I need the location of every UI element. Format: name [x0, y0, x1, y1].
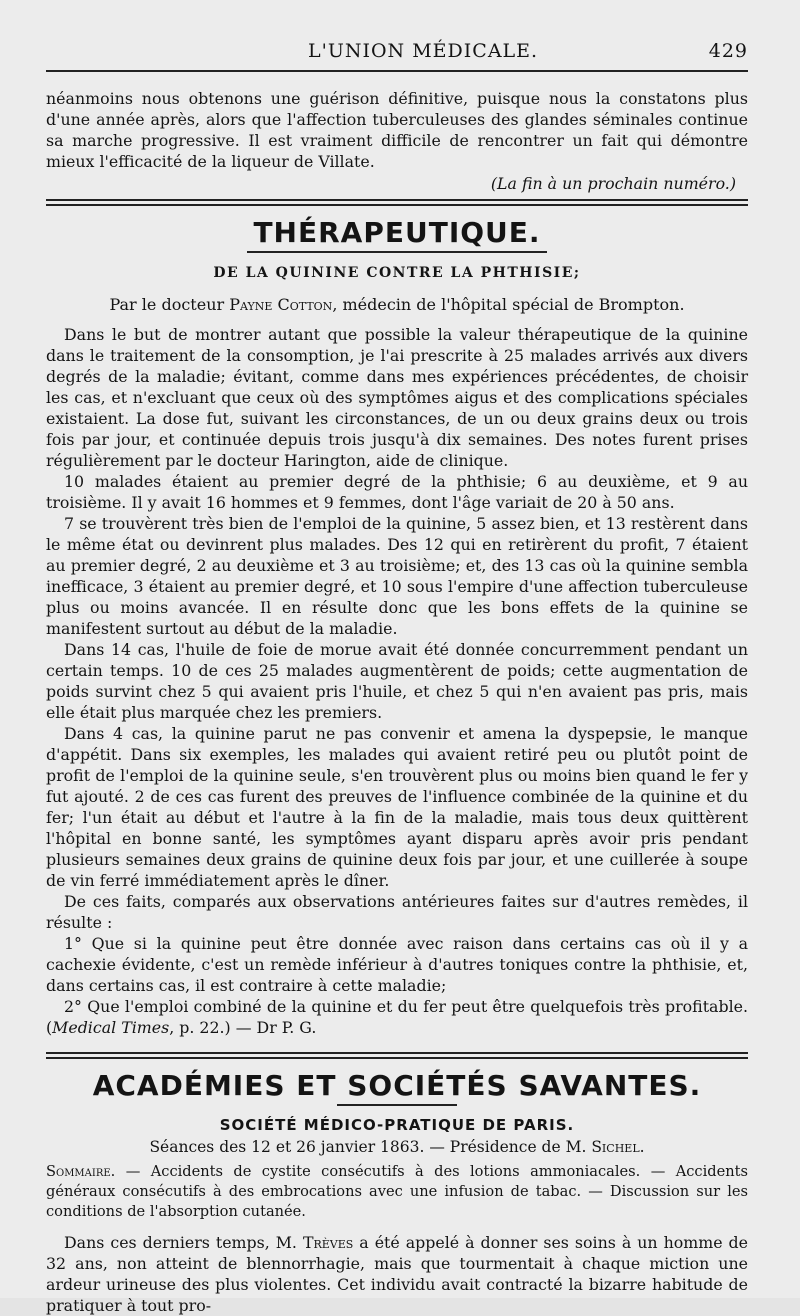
header-rule [46, 70, 748, 72]
article-paragraph: Dans 4 cas, la quinine parut ne pas convenir et amena la dyspepsie, le manque d'appétit. Dans six exemples, les malades qui avaient retiré peu ou plutôt point de profit de l'emploi de la quinine seule, s'en trouvèrent plus ou moins bien quand le fer y fut ajouté. 2 de ces cas furent des preuves de l'influence combinée de la quinine et du fer; l'un était au début et l'autre à la fin de la maladie, mais tous deux quittèrent l'hôpital en bonne santé, les symptômes ayant disparu après avoir pris pendant plusieurs semaines deux grains de quinine deux fois par jour, et une cuillerée à soupe de vin ferré immédiatement après le dîner. [46, 724, 748, 890]
source-journal: Medical Times [52, 1018, 170, 1037]
byline-suffix: , médecin de l'hôpital spécial de Brompton. [332, 295, 685, 314]
section-divider [46, 1052, 748, 1059]
opening-text: Dans ces derniers temps, M. [64, 1233, 297, 1252]
page-number: 429 [708, 40, 748, 62]
article-paragraph: Dans le but de montrer autant que possible la valeur thérapeutique de la quinine dans le traitement de la consomption, je l'ai prescrite à 25 malades arrivés aux divers degrés de la maladie; évitant, comme dans mes expériences précédentes, de choisir les cas, et n'excluant que ceux où des symptômes aigus et des complications spéciales existaient. La dose fut, suivant les circonstances, de un ou deux grains deux ou trois fois par jour, et continuée depuis trois jusqu'à dix semaines. Des notes furent prises régulièrement par le docteur Harington, aide de clinique. [46, 325, 748, 470]
article-paragraph: 7 se trouvèrent très bien de l'emploi de la quinine, 5 assez bien, et 13 restèrent dans le même état ou devinrent plus malades. Des 12 qui en retirèrent du profit, 7 étaient au premier degré, 2 au deuxième et 3 au troisième; et, des 13 cas où la quinine sembla inefficace, 3 étaient au premier degré, et 10 sous l'empire d'une affection tuberculeuse plus ou moins avancée. Il en résulte donc que les bons effets de la quinine se manifestent surtout au début de la maladie. [46, 514, 748, 638]
heading-underline [337, 1104, 457, 1106]
president-name: Sichel [591, 1138, 640, 1156]
byline-author: Payne Cotton [229, 295, 333, 314]
society-heading: SOCIÉTÉ MÉDICO-PRATIQUE DE PARIS. [219, 1116, 575, 1134]
article-title: DE LA QUININE CONTRE LA PHTHISIE; [213, 265, 581, 281]
running-header [46, 30, 748, 68]
article-paragraph: 10 malades étaient au premier degré de la phthisie; 6 au deuxième, et 9 au troisième. Il y avait 16 hommes et 9 femmes, dont l'âge variait de 20 à 50 ans. [46, 472, 748, 512]
summary-text: — Accidents de cystite consécutifs à des lotions ammoniacales. — Accidents généraux consécutifs à des embrocations avec une infusion de tabac. — Discussion sur les conditions de l'absorption cutanée. [46, 1163, 748, 1220]
conclusion-item-final [46, 996, 748, 1038]
sessions-line [46, 1138, 748, 1156]
article-paragraph: De ces faits, comparés aux observations antérieures faites sur d'autres remèdes, il résulte : [46, 892, 748, 932]
section-divider [46, 199, 748, 206]
continuation-note: (La fin à un prochain numéro.) [490, 174, 736, 193]
session-paragraph [46, 1232, 748, 1316]
section-heading-therapeutique: THÉRAPEUTIQUE. [253, 216, 541, 249]
article-byline [46, 295, 748, 314]
speaker-name: Trèves [302, 1233, 354, 1252]
byline-prefix: Par le docteur [109, 295, 225, 314]
sessions-text: Séances des 12 et 26 janvier 1863. — Présidence de M. [149, 1138, 587, 1156]
source-reference: , p. 22.) — Dr P. G. [169, 1018, 317, 1037]
heading-underline [247, 251, 547, 253]
session-summary [46, 1162, 748, 1222]
summary-label: Sommaire. [46, 1163, 116, 1180]
conclusion-text: 2° Que l'emploi combiné de la quinine et du fer peut être quelquefois très profitable. ( [46, 997, 748, 1037]
intro-paragraph: néanmoins nous obtenons une guérison définitive, puisque nous la constatons plus d'une année après, alors que l'affection tuberculeuses des glandes séminales continue sa marche progressive. Il est vraiment difficile de rencontrer un fait qui démontre mieux l'efficacité de la liqueur de Villate. [46, 89, 748, 171]
conclusion-item: 1° Que si la quinine peut être donnée avec raison dans certains cas où il y a cachexie évidente, c'est un remède inférieur à d'autres toniques contre la phthisie, et, dans certains cas, il est contraire à cette maladie; [46, 934, 748, 995]
journal-title: L'UNION MÉDICALE. [308, 40, 539, 62]
section-heading-academies: ACADÉMIES ET SOCIÉTÉS SAVANTES. [92, 1069, 702, 1102]
sessions-end: . [639, 1138, 645, 1156]
opening-text-continued: a été appelé à donner ses soins à un homme de 32 ans, non atteint de blennorrhagie, mais que tourmentait à chaque miction une ardeur urineuse des plus violentes. Cet individu avait contracté la bizarre habitude de pratiquer à tout pro- [46, 1233, 749, 1315]
article-paragraph: Dans 14 cas, l'huile de foie de morue avait été donnée concurremment pendant un certain temps. 10 de ces 25 malades augmentèrent de poids; cette augmentation de poids survint chez 5 qui avaient pris l'huile, et chez 5 qui n'en avaient pas pris, mais elle était plus marquée chez les premiers. [46, 640, 748, 722]
